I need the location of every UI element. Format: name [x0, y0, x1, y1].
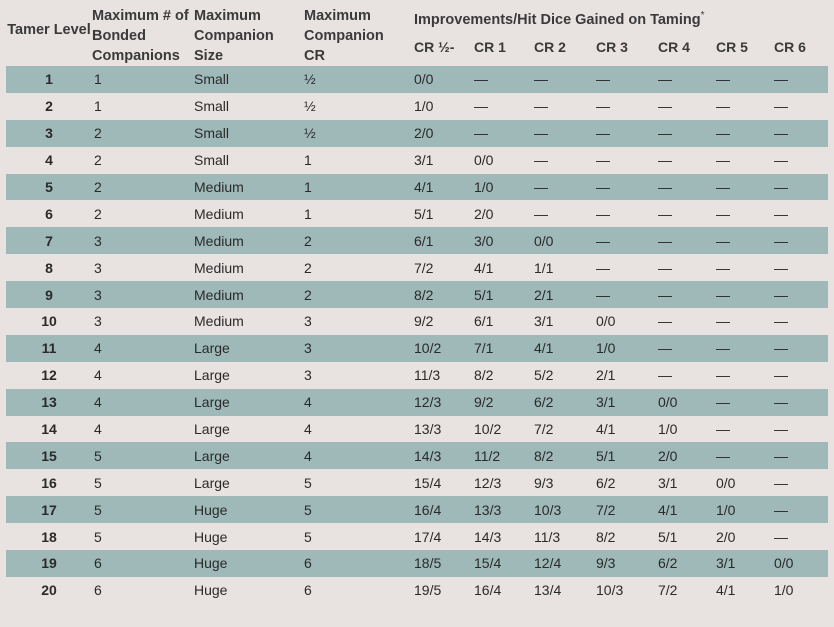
cell-improvement-cr-4: — — [658, 259, 672, 276]
cell-improvement-cr-6: — — [764, 120, 828, 147]
cell-improvement-cr-1: — — [474, 98, 488, 115]
cell-improvement-cr-5: — — [706, 174, 764, 201]
cell-improvement-cr-2: 1/1 — [534, 259, 554, 276]
cell-improvement-cr-4: — — [648, 120, 706, 147]
cell-improvement-cr-5: — — [716, 367, 730, 384]
cell-improvement-cr-5: — — [706, 227, 764, 254]
cell-improvement-cr-4: 2/0 — [648, 442, 706, 469]
cell-improvement-cr-5: — — [716, 259, 730, 276]
cell-improvement-cr-6: — — [764, 66, 828, 93]
cell-bonded: 5 — [92, 442, 194, 469]
cell-improvement-cr-2: 11/3 — [534, 528, 561, 545]
cell-improvement-cr-5: — — [716, 205, 730, 222]
cell-improvement-cr-1: 15/4 — [464, 550, 524, 577]
cell-improvement-cr-2: 13/4 — [534, 582, 562, 599]
cell-improvement-cr-2: 9/3 — [534, 474, 554, 491]
table-row — [6, 120, 828, 147]
cell-improvement-cr-4: — — [648, 227, 706, 254]
cell-bonded: 4 — [94, 421, 102, 438]
header-improvements — [404, 6, 828, 31]
cell-size: Small — [194, 120, 304, 147]
header-cr-6: CR 6 — [774, 38, 806, 55]
cell-improvement-cr-6: — — [764, 389, 828, 416]
cell-bonded: 3 — [94, 259, 102, 276]
cell-level: 16 — [41, 474, 57, 491]
cell-bonded: 3 — [92, 281, 194, 308]
table-row — [6, 200, 828, 227]
cell-improvement-cr-6: — — [774, 152, 788, 169]
table-row — [6, 227, 828, 254]
cell-level: 13 — [6, 389, 92, 416]
cell-bonded: 6 — [92, 550, 194, 577]
cell-improvement-cr-0: 1/0 — [414, 98, 434, 115]
cell-improvement-cr-5: — — [706, 442, 764, 469]
cell-level: 8 — [45, 259, 53, 276]
footnote-mark: * — [700, 10, 705, 21]
cell-level: 4 — [45, 152, 53, 169]
cell-improvement-cr-4: 0/0 — [648, 389, 706, 416]
cell-bonded: 2 — [92, 120, 194, 147]
tamer-progression-table — [6, 6, 828, 604]
cell-size: Large — [194, 367, 230, 384]
cell-level: 10 — [41, 313, 57, 330]
cell-improvement-cr-2: — — [524, 174, 586, 201]
cell-bonded: 3 — [94, 313, 102, 330]
cell-level: 7 — [6, 227, 92, 254]
cell-level: 1 — [6, 66, 92, 93]
cell-improvement-cr-2: — — [524, 120, 586, 147]
cell-improvement-cr-2: 10/3 — [524, 496, 586, 523]
cell-improvement-cr-4: — — [648, 335, 706, 362]
cell-improvement-cr-4: — — [658, 313, 672, 330]
header-cr-5: CR 5 — [716, 38, 748, 55]
cell-size: Huge — [194, 550, 304, 577]
cell-improvement-cr-1: 8/2 — [474, 367, 494, 384]
header-cr-half: CR ½- — [414, 38, 455, 55]
cell-improvement-cr-3: — — [596, 205, 610, 222]
cell-improvement-cr-6: — — [764, 442, 828, 469]
cell-improvement-cr-2: 7/2 — [534, 421, 554, 438]
table-row — [6, 174, 828, 201]
table-row — [6, 442, 828, 469]
table-row — [6, 523, 828, 550]
cell-improvement-cr-1: 5/1 — [464, 281, 524, 308]
cell-level: 2 — [45, 98, 53, 115]
cell-cr: 3 — [304, 335, 404, 362]
cell-bonded: 2 — [94, 152, 102, 169]
cell-improvement-cr-6: — — [774, 528, 788, 545]
cell-size: Medium — [194, 313, 244, 330]
cell-improvement-cr-6: 1/0 — [774, 582, 794, 599]
cell-cr: 4 — [304, 389, 404, 416]
cell-improvement-cr-2: 0/0 — [524, 227, 586, 254]
cell-improvement-cr-6: 0/0 — [764, 550, 828, 577]
cell-improvement-cr-0: 17/4 — [414, 528, 442, 545]
cell-size: Large — [194, 474, 230, 491]
cell-cr: 6 — [304, 550, 404, 577]
cell-cr: 5 — [304, 474, 312, 491]
cell-improvement-cr-4: 7/2 — [658, 582, 678, 599]
cell-improvement-cr-6: — — [774, 367, 788, 384]
cell-improvement-cr-3: 6/2 — [596, 474, 616, 491]
cell-bonded: 1 — [92, 66, 194, 93]
cell-improvement-cr-2: — — [534, 152, 548, 169]
cell-improvement-cr-3: — — [586, 227, 648, 254]
cell-level: 5 — [6, 174, 92, 201]
cell-improvement-cr-3: 1/0 — [586, 335, 648, 362]
cell-cr: 4 — [304, 421, 312, 438]
cell-improvement-cr-0: 2/0 — [404, 120, 464, 147]
cell-improvement-cr-2: — — [534, 98, 548, 115]
cell-improvement-cr-3: 3/1 — [586, 389, 648, 416]
cell-improvement-cr-5: — — [706, 281, 764, 308]
cell-improvement-cr-0: 0/0 — [404, 66, 464, 93]
cell-cr: 6 — [304, 582, 312, 599]
cell-improvement-cr-1: 10/2 — [474, 421, 502, 438]
cell-bonded: 5 — [94, 528, 102, 545]
header-tamer-level: Tamer Level — [7, 22, 91, 38]
table-row — [6, 66, 828, 93]
cell-improvement-cr-4: — — [658, 152, 672, 169]
cell-improvement-cr-6: — — [774, 259, 788, 276]
cell-improvement-cr-4: 3/1 — [658, 474, 678, 491]
cell-improvement-cr-5: 0/0 — [716, 474, 736, 491]
table-row — [6, 416, 828, 443]
cell-improvement-cr-6: — — [764, 335, 828, 362]
header-cr-4: CR 4 — [658, 38, 690, 55]
cell-improvement-cr-0: 18/5 — [404, 550, 464, 577]
cell-improvement-cr-1: 11/2 — [464, 442, 524, 469]
cell-size: Medium — [194, 174, 304, 201]
cell-cr: 1 — [304, 174, 404, 201]
cell-bonded: 4 — [92, 335, 194, 362]
cell-improvement-cr-5: 3/1 — [706, 550, 764, 577]
cell-improvement-cr-3: — — [586, 281, 648, 308]
cell-level: 9 — [6, 281, 92, 308]
cell-bonded: 4 — [92, 389, 194, 416]
header-max-cr: Maximum Companion CR — [304, 8, 384, 64]
cell-size: Medium — [194, 259, 244, 276]
cell-improvement-cr-3: — — [596, 152, 610, 169]
table-row — [6, 281, 828, 308]
cell-size: Medium — [194, 227, 304, 254]
cell-improvement-cr-2: 8/2 — [524, 442, 586, 469]
header-improvements-text: Improvements/Hit Dice Gained on Taming — [414, 11, 701, 28]
cell-improvement-cr-2: 2/1 — [524, 281, 586, 308]
cell-improvement-cr-0: 4/1 — [404, 174, 464, 201]
cell-level: 14 — [41, 421, 57, 438]
cell-bonded: 2 — [94, 205, 102, 222]
cell-improvement-cr-6: — — [774, 313, 788, 330]
cell-size: Small — [194, 152, 230, 169]
cell-level: 18 — [41, 528, 57, 545]
header-row-main — [6, 6, 828, 31]
cell-improvement-cr-3: — — [596, 259, 610, 276]
cell-improvement-cr-2: 4/1 — [524, 335, 586, 362]
cell-improvement-cr-5: — — [706, 389, 764, 416]
cell-improvement-cr-6: — — [774, 474, 788, 491]
cell-improvement-cr-0: 3/1 — [414, 152, 434, 169]
cell-level: 6 — [45, 205, 53, 222]
cell-improvement-cr-1: 4/1 — [474, 259, 494, 276]
cell-improvement-cr-0: 8/2 — [404, 281, 464, 308]
cell-bonded: 4 — [94, 367, 102, 384]
cell-improvement-cr-2: 12/4 — [524, 550, 586, 577]
cell-size: Small — [194, 98, 230, 115]
cell-improvement-cr-5: — — [716, 313, 730, 330]
cell-improvement-cr-6: — — [774, 98, 788, 115]
table-row — [6, 147, 828, 174]
cell-size: Huge — [194, 496, 304, 523]
cell-improvement-cr-6: — — [764, 227, 828, 254]
table-row — [6, 335, 828, 362]
header-max-size: Maximum Companion Size — [194, 8, 274, 64]
cell-size: Large — [194, 335, 304, 362]
table-row — [6, 362, 828, 389]
cell-cr: ½ — [304, 120, 404, 147]
cell-level: 11 — [6, 335, 92, 362]
cell-improvement-cr-2: — — [534, 205, 548, 222]
cell-level: 19 — [6, 550, 92, 577]
table-row — [6, 308, 828, 335]
cell-level: 12 — [41, 367, 57, 384]
cell-level: 3 — [6, 120, 92, 147]
table-row — [6, 389, 828, 416]
cell-improvement-cr-3: 0/0 — [596, 313, 616, 330]
header-cr-2: CR 2 — [534, 38, 566, 55]
cell-improvement-cr-1: 3/0 — [464, 227, 524, 254]
cell-improvement-cr-0: 15/4 — [414, 474, 442, 491]
cell-size: Medium — [194, 281, 304, 308]
cell-size: Large — [194, 421, 230, 438]
table-row — [6, 254, 828, 281]
cell-improvement-cr-6: — — [764, 496, 828, 523]
cell-improvement-cr-3: — — [586, 120, 648, 147]
header-cr-1: CR 1 — [474, 38, 506, 55]
cell-improvement-cr-5: — — [716, 98, 730, 115]
cell-improvement-cr-4: 1/0 — [658, 421, 678, 438]
table-row — [6, 469, 828, 496]
cell-improvement-cr-4: — — [648, 174, 706, 201]
table-row — [6, 496, 828, 523]
cell-improvement-cr-4: 6/2 — [648, 550, 706, 577]
cell-bonded: 1 — [94, 98, 102, 115]
cell-improvement-cr-5: — — [706, 66, 764, 93]
cell-improvement-cr-0: 9/2 — [414, 313, 434, 330]
cell-bonded: 6 — [94, 582, 102, 599]
cell-improvement-cr-5: — — [716, 421, 730, 438]
cell-improvement-cr-1: 14/3 — [474, 528, 502, 545]
cell-improvement-cr-1: 2/0 — [474, 205, 494, 222]
cell-improvement-cr-1: — — [464, 66, 524, 93]
cell-improvement-cr-5: — — [716, 152, 730, 169]
cell-improvement-cr-3: 7/2 — [586, 496, 648, 523]
cell-improvement-cr-5: 2/0 — [716, 528, 736, 545]
cell-improvement-cr-1: 12/3 — [474, 474, 502, 491]
cell-level: 20 — [41, 582, 57, 599]
cell-level: 15 — [6, 442, 92, 469]
cell-improvement-cr-0: 5/1 — [414, 205, 434, 222]
cell-improvement-cr-3: 8/2 — [596, 528, 616, 545]
cell-improvement-cr-0: 7/2 — [414, 259, 434, 276]
cell-improvement-cr-0: 6/1 — [404, 227, 464, 254]
cell-improvement-cr-4: — — [648, 66, 706, 93]
cell-improvement-cr-3: 9/3 — [586, 550, 648, 577]
cell-cr: 1 — [304, 205, 312, 222]
cell-improvement-cr-1: 13/3 — [464, 496, 524, 523]
cell-size: Small — [194, 66, 304, 93]
cell-improvement-cr-2: — — [524, 66, 586, 93]
cell-cr: 5 — [304, 528, 312, 545]
cell-improvement-cr-1: 9/2 — [464, 389, 524, 416]
cell-improvement-cr-4: — — [658, 205, 672, 222]
cell-improvement-cr-4: 4/1 — [648, 496, 706, 523]
cell-improvement-cr-3: — — [596, 98, 610, 115]
cell-size: Large — [194, 442, 304, 469]
cell-improvement-cr-5: — — [706, 335, 764, 362]
cell-improvement-cr-4: — — [658, 98, 672, 115]
cell-bonded: 5 — [94, 474, 102, 491]
cell-improvement-cr-4: — — [658, 367, 672, 384]
cell-bonded: 5 — [92, 496, 194, 523]
header-cr-3: CR 3 — [596, 38, 628, 55]
cell-cr: 5 — [304, 496, 404, 523]
table-row — [6, 93, 828, 120]
cell-level: 17 — [6, 496, 92, 523]
cell-size: Large — [194, 389, 304, 416]
cell-improvement-cr-6: — — [774, 205, 788, 222]
cell-improvement-cr-6: — — [774, 421, 788, 438]
cell-improvement-cr-5: 4/1 — [716, 582, 736, 599]
cell-size: Medium — [194, 205, 244, 222]
cell-improvement-cr-3: — — [586, 174, 648, 201]
cell-improvement-cr-4: 5/1 — [658, 528, 678, 545]
cell-improvement-cr-0: 10/2 — [404, 335, 464, 362]
cell-improvement-cr-3: 2/1 — [596, 367, 616, 384]
cell-improvement-cr-1: 1/0 — [464, 174, 524, 201]
cell-improvement-cr-3: — — [586, 66, 648, 93]
cell-improvement-cr-1: — — [464, 120, 524, 147]
cell-cr: ½ — [304, 66, 404, 93]
cell-cr: ½ — [304, 98, 316, 115]
cell-improvement-cr-1: 6/1 — [474, 313, 494, 330]
cell-improvement-cr-0: 12/3 — [404, 389, 464, 416]
cell-bonded: 2 — [92, 174, 194, 201]
table-row — [6, 577, 828, 604]
cell-improvement-cr-3: 5/1 — [586, 442, 648, 469]
cell-improvement-cr-4: — — [648, 281, 706, 308]
cell-improvement-cr-0: 16/4 — [404, 496, 464, 523]
cell-improvement-cr-1: 0/0 — [474, 152, 494, 169]
cell-improvement-cr-5: 1/0 — [706, 496, 764, 523]
cell-improvement-cr-3: 10/3 — [596, 582, 624, 599]
cell-improvement-cr-1: 16/4 — [474, 582, 502, 599]
cell-improvement-cr-6: — — [764, 281, 828, 308]
cell-cr: 2 — [304, 259, 312, 276]
table-body — [6, 66, 828, 604]
cell-improvement-cr-2: 5/2 — [534, 367, 554, 384]
cell-cr: 2 — [304, 281, 404, 308]
cell-improvement-cr-3: 4/1 — [596, 421, 616, 438]
cell-improvement-cr-0: 11/3 — [414, 367, 441, 384]
cell-size: Huge — [194, 528, 228, 545]
table-row — [6, 550, 828, 577]
cell-bonded: 3 — [92, 227, 194, 254]
cell-improvement-cr-5: — — [706, 120, 764, 147]
cell-improvement-cr-0: 19/5 — [414, 582, 442, 599]
cell-cr: 2 — [304, 227, 404, 254]
cell-improvement-cr-1: 7/1 — [464, 335, 524, 362]
cell-improvement-cr-2: 3/1 — [534, 313, 554, 330]
cell-improvement-cr-0: 13/3 — [414, 421, 442, 438]
cell-cr: 4 — [304, 442, 404, 469]
cell-improvement-cr-2: 6/2 — [524, 389, 586, 416]
cell-cr: 3 — [304, 313, 312, 330]
cell-cr: 3 — [304, 367, 312, 384]
cell-size: Huge — [194, 582, 228, 599]
header-max-bonded: Maximum # of Bonded Companions — [92, 8, 189, 64]
cell-cr: 1 — [304, 152, 312, 169]
cell-improvement-cr-6: — — [764, 174, 828, 201]
cell-improvement-cr-0: 14/3 — [404, 442, 464, 469]
